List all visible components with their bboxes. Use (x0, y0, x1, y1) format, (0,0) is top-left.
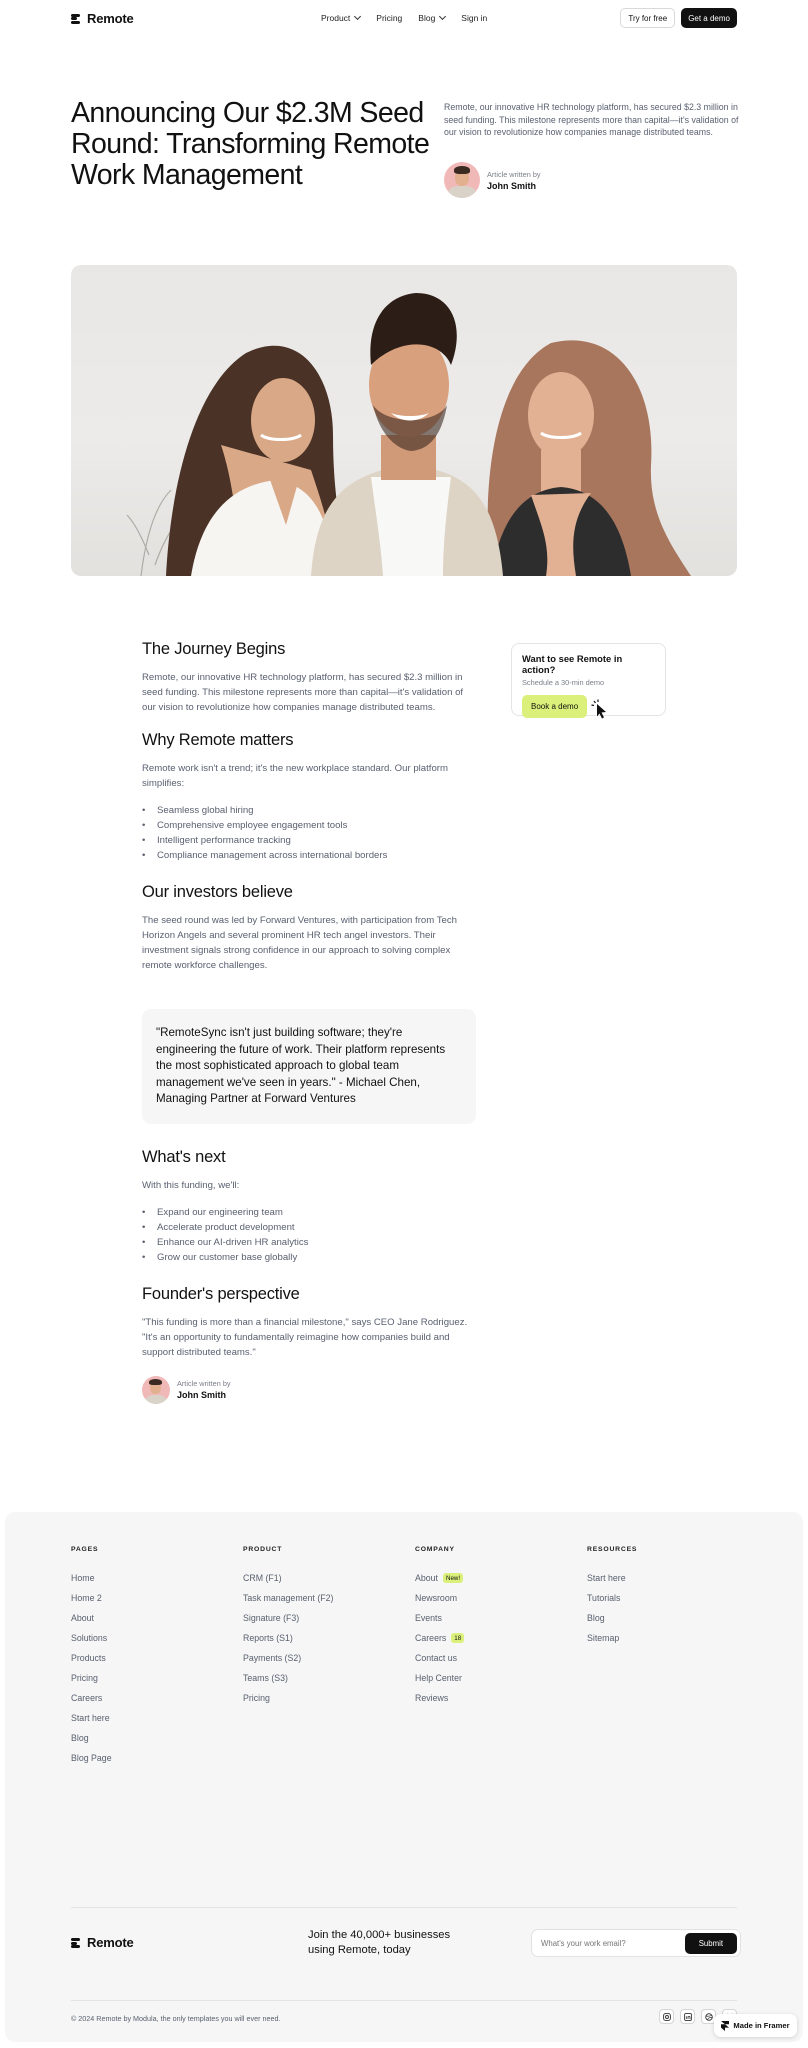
brand-logo[interactable] (71, 11, 133, 26)
footer-col-pages (71, 1546, 112, 1768)
nav-actions (620, 8, 737, 28)
footer-link[interactable]: Contact us (415, 1653, 458, 1663)
nav-blog[interactable] (418, 13, 445, 23)
footer-brand-name: Remote (87, 1935, 134, 1950)
avatar (142, 1376, 170, 1404)
footer-divider (71, 2000, 737, 2001)
footer-link[interactable]: Home 2 (71, 1593, 102, 1603)
list-item: • Expand our engineering team (142, 1205, 476, 1220)
hero-author (444, 162, 541, 198)
footer-col-heading: PRODUCT (243, 1546, 283, 1553)
footer-link[interactable]: Signature (F3) (243, 1613, 300, 1623)
list-item: • Seamless global hiring (142, 803, 476, 818)
footer-link[interactable]: Teams (S3) (243, 1673, 288, 1683)
footer-link[interactable]: Sitemap (587, 1633, 620, 1643)
demo-card-title: Want to see Remote in action? (522, 653, 623, 675)
author-name: John Smith (177, 1390, 226, 1400)
cursor-click-icon (591, 699, 609, 719)
footer-link-about[interactable] (415, 1568, 464, 1588)
list-item: • Enhance our AI-driven HR analytics (142, 1235, 476, 1250)
list-item: • Compliance management across international borders (142, 848, 476, 863)
newsletter-form (531, 1929, 741, 1957)
demo-card-subtitle: Schedule a 30-min demo (522, 678, 605, 687)
submit-button[interactable]: Submit (685, 1933, 737, 1954)
footer-brand-logo[interactable] (71, 1935, 133, 1950)
instagram-icon[interactable] (659, 2009, 674, 2024)
author-label: Article written by (177, 1379, 231, 1388)
footer-col-company (415, 1546, 464, 1708)
footer-link[interactable]: Home (71, 1573, 95, 1583)
get-a-demo-button[interactable]: Get a demo (681, 8, 737, 28)
new-badge: New! (443, 1573, 463, 1583)
nav-links (321, 13, 487, 23)
avatar (444, 162, 480, 198)
footer-link[interactable]: Tutorials (587, 1593, 621, 1603)
nav-blog-label: Blog (418, 13, 436, 23)
footer-link[interactable]: Blog Page (71, 1753, 112, 1763)
article-author (142, 1376, 476, 1404)
footer (5, 1512, 803, 2042)
footer-link[interactable]: CRM (F1) (243, 1573, 282, 1583)
footer-col-heading: RESOURCES (587, 1546, 638, 1553)
chevron-down-icon (439, 13, 446, 20)
footer-link[interactable]: Reports (S1) (243, 1633, 293, 1643)
try-for-free-button[interactable]: Try for free (620, 8, 675, 28)
chevron-down-icon (354, 13, 361, 20)
footer-link[interactable]: Solutions (71, 1633, 108, 1643)
team-photo-illustration (71, 265, 737, 576)
list-item: • Accelerate product development (142, 1220, 476, 1235)
footer-link[interactable]: Task management (F2) (243, 1593, 334, 1603)
article-body (142, 640, 476, 1404)
framer-icon (721, 2021, 729, 2031)
investor-quote: "RemoteSync isn't just building software; they're engineering the future of work. Their platform represents the most sophisticated approach to global team management we've seen in years." - Michael Chen, Managing Partner at Forward Ventures (142, 1009, 476, 1124)
footer-link[interactable]: Blog (71, 1733, 89, 1743)
nav-sign-in-label: Sign in (461, 13, 488, 23)
hero-team-photo (71, 265, 737, 576)
section-body-founder: "This funding is more than a financial milestone," says CEO Jane Rodriguez. "It's an opportunity to fundamentally reimagine how companies build and support distributed teams." (142, 1316, 468, 1358)
footer-link[interactable]: Products (71, 1653, 106, 1663)
author-label: Article written by (487, 169, 541, 179)
brand-name: Remote (87, 10, 134, 26)
section-body-why: Remote work isn't a trend; it's the new workplace standard. Our platform simplifies: (142, 763, 448, 789)
footer-link[interactable]: Help Center (415, 1673, 462, 1683)
copyright-text: © 2024 Remote by Modula, the only templates you will ever need. (71, 2014, 281, 2023)
email-field[interactable] (541, 1930, 671, 1956)
footer-link[interactable]: Careers (71, 1693, 103, 1703)
logo-icon (71, 14, 80, 23)
author-name: John Smith (487, 180, 536, 191)
footer-link[interactable]: Start here (71, 1713, 110, 1723)
footer-link[interactable]: Blog (587, 1613, 605, 1623)
made-in-framer-label: Made in Framer (733, 2021, 790, 2030)
footer-link-label: About (415, 1573, 438, 1583)
logo-icon (71, 1938, 80, 1947)
list-item: • Grow our customer base globally (142, 1250, 476, 1265)
nav-pricing-label: Pricing (376, 13, 403, 23)
footer-link-label: Careers (415, 1633, 447, 1643)
footer-col-heading: PAGES (71, 1546, 99, 1553)
section-body-next: With this funding, we'll: (142, 1179, 240, 1191)
footer-link[interactable]: Reviews (415, 1693, 449, 1703)
author-meta (177, 1379, 231, 1400)
made-in-framer-badge[interactable] (714, 2014, 797, 2037)
list-item: • Intelligent performance tracking (142, 833, 476, 848)
count-badge: 18 (451, 1633, 464, 1643)
demo-card (511, 643, 666, 716)
footer-col-heading: COMPANY (415, 1546, 455, 1553)
section-body-investors: The seed round was led by Forward Ventures, with participation from Tech Horizon Angels and several prominent HR tech angel investors. Their investment signals strong confidence in our approach to solving complex remote workforce challenges. (142, 915, 457, 971)
hero-description: Remote, our innovative HR technology platform, has secured $2.3 million in seed funding. This milestone represents more than capital—it's validation of our vision to revolutionize how companies manage distributed teams. (444, 102, 739, 137)
join-cta-text: Join the 40,000+ businesses using Remote, today (308, 1929, 451, 1956)
footer-divider (71, 1907, 737, 1908)
top-navbar (71, 8, 737, 28)
footer-link-careers[interactable] (415, 1628, 464, 1648)
footer-link[interactable]: Start here (587, 1573, 626, 1583)
next-list (142, 1205, 476, 1265)
section-body-journey: Remote, our innovative HR technology platform, has secured $2.3 million in seed funding. This milestone represents more than capital—it's validation of our vision to revolutionize how companies manage distributed teams. (142, 672, 464, 713)
nav-product-label: Product (321, 13, 351, 23)
footer-link[interactable]: Pricing (71, 1673, 98, 1683)
list-item: • Comprehensive employee engagement tools (142, 818, 476, 833)
page-title: Announcing Our $2.3M Seed Round: Transforming Remote Work Management (71, 97, 430, 191)
footer-link[interactable]: About (71, 1613, 94, 1623)
author-meta (487, 170, 541, 191)
linkedin-icon[interactable] (680, 2009, 695, 2024)
footer-col-product (243, 1546, 333, 1708)
nav-sign-in[interactable] (461, 13, 487, 23)
book-demo-button[interactable]: Book a demo (522, 695, 587, 718)
footer-link[interactable]: Pricing (243, 1693, 270, 1703)
section-title-why: Why Remote matters (142, 731, 294, 749)
section-title-founder: Founder's perspective (142, 1284, 300, 1303)
section-title-investors: Our investors believe (142, 883, 293, 901)
footer-link[interactable]: Newsroom (415, 1593, 458, 1603)
footer-link[interactable]: Payments (S2) (243, 1653, 302, 1663)
nav-pricing[interactable] (376, 13, 402, 23)
footer-link[interactable]: Events (415, 1613, 442, 1623)
section-title-next: What's next (142, 1147, 226, 1166)
section-title-journey: The Journey Begins (142, 640, 286, 658)
why-list (142, 803, 476, 863)
nav-product[interactable] (321, 13, 360, 23)
footer-col-resources (587, 1546, 637, 1648)
